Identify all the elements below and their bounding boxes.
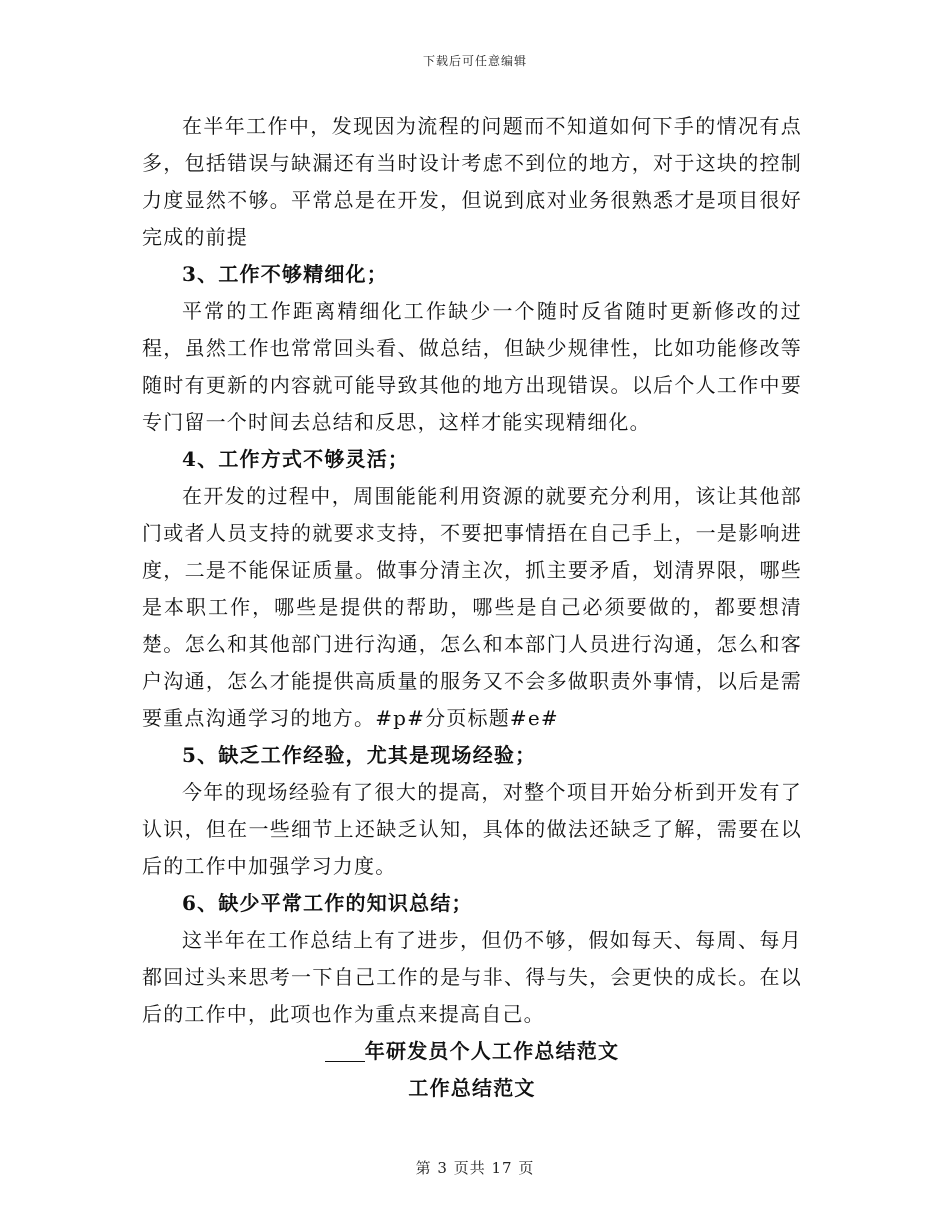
year-blank: [325, 1039, 365, 1062]
document-title-text: 年研发员个人工作总结范文: [364, 1039, 620, 1063]
document-subtitle: 工作总结范文: [408, 1076, 536, 1100]
paragraph-3: 平常的工作距离精细化工作缺少一个随时反省随时更新修改的过程，虽然工作也常常回头看、做总结，但缺少规律性，比如功能修改等随时有更新的内容就可能导致其他的地方出现错误。以后个人工作中要专门留一个时间去总结和反思，这样才能实现精细化。: [142, 299, 802, 434]
document-title: [142, 1033, 802, 1070]
section-heading-3: 3、工作不够精细化；: [182, 262, 388, 286]
page-footer: 第 3 页共 17 页: [415, 1159, 535, 1177]
paragraph-5: 今年的现场经验有了很大的提高，对整个项目开始分析到开发有了认识，但在一些细节上还缺乏认知，具体的做法还缺乏了解，需要在以后的工作中加强学习力度。: [142, 780, 802, 878]
paragraph-4: 在开发的过程中，周围能能利用资源的就要充分利用，该让其他部门或者人员支持的就要求支持，不要把事情捂在自己手上，一是影响进度，二是不能保证质量。做事分清主次，抓主要矛盾，划清界限，哪些是本职工作，哪些是提供的帮助，哪些是自己必须要做的，都要想清楚。怎么和其他部门进行沟通，怎么和本部门人员进行沟通，怎么和客户沟通，怎么才能提供高质量的服务又不会多做职责外事情，以后是需要重点沟通学习的地方。#p#分页标题#e#: [142, 484, 802, 730]
section-heading-5: 5、缺乏工作经验，尤其是现场经验；: [182, 743, 537, 767]
paragraph-1: 在半年工作中，发现因为流程的问题而不知道如何下手的情况有点多，包括错误与缺漏还有当时设计考虑不到位的地方，对于这块的控制力度显然不够。平常总是在开发，但说到底对业务很熟悉才是项目很好完成的前提: [142, 114, 802, 249]
document-body: [142, 108, 802, 1107]
page-header: 下载后可任意编辑: [422, 54, 527, 68]
section-heading-6: 6、缺少平常工作的知识总结；: [182, 891, 473, 915]
paragraph-6: 这半年在工作总结上有了进步，但仍不够，假如每天、每周、每月都回过头来思考一下自己工作的是与非、得与失，会更快的成长。在以后的工作中，此项也作为重点来提高自己。: [142, 928, 802, 1026]
section-heading-4: 4、工作方式不够灵活；: [182, 447, 410, 471]
